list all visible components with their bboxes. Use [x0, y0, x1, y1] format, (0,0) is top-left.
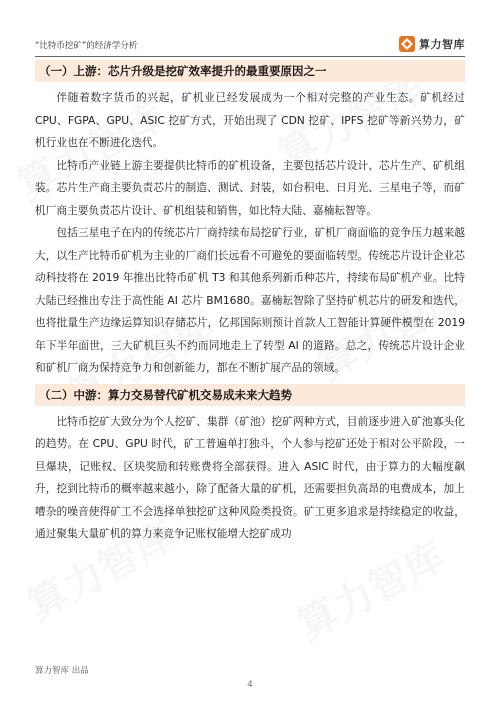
brand-logo	[399, 36, 465, 52]
logo-icon	[399, 36, 415, 52]
header-divider	[35, 56, 465, 57]
page-number: 4	[247, 680, 253, 690]
document-title: “比特币挖矿”的经济学分析	[35, 41, 138, 51]
logo-text: 算力智库	[419, 38, 465, 51]
paragraph: 伴随着数字货币的兴起，矿机业已经发展成为一个相对完整的产业生态。矿机经过 CPU、FGPA、GPU、ASIC 挖矿方式，开始出现了 CDN 挖矿、IPFS 挖矿等新兴势力，矿机行业也在不断进化迭代。	[35, 91, 465, 149]
section-heading: （二）中游：算力交易替代矿机交易成未来大趋势	[35, 384, 465, 406]
section-upstream	[35, 60, 465, 380]
page-header	[35, 35, 465, 55]
paragraph: 比特币挖矿大致分为个人挖矿、集群（矿池）挖矿两种方式，目前逐步进入矿池寡头化的趋势。在 CPU、GPU 时代，矿工普遍单打独斗，个人参与挖矿还处于相对公平阶段，一旦爆块，记账权、区块奖励和转账费将全部获得。进入 ASIC 时代，由于算力的大幅度飙升，挖到比特币的概率越来越小，除了配备大量的矿机，还需要担负高昂的电费成本，加上嘈杂的噪音使得矿工不会选择单独挖矿这种风险类投资。矿工更多追求是持续稳定的收益，通过聚集大量矿机的算力来竞争记账权能增大挖矿成功	[35, 414, 465, 540]
paragraph: 比特币产业链上游主要提供比特币的矿机设备，主要包括芯片设计、芯片生产、矿机组装。芯片生产商主要负责芯片的制造、测试、封装，如台积电、日月光、三星电子等，而矿机厂商主要负责芯片设计、矿机组装和销售，如比特大陆、嘉楠耘智等。	[35, 158, 465, 217]
paragraph: 包括三星电子在内的传统芯片厂商持续布局挖矿行业，矿机厂商面临的竞争压力越来越大，以生产比特币矿机为主业的厂商们长远看不可避免的要面临转型。传统芯片设计企业芯动科技将在 2019 年推出比特币矿机 T3 和其他系列新币种芯片，持续布局矿机产业。比特大陆已经推出专注于高性能 AI 芯片 BM1680。嘉楠耘智除了坚持矿机芯片的研发和迭代，也将批量生产边缘运算知识存储芯片，亿邦国际则预计首款人工智能计算硬件模型在 2019 年下半年面世，三大矿机巨头不约而同地走上了转型 AI 的道路。总之，传统芯片设计企业和矿机厂商为保持竞争力和创新能力，都在不断扩展产品的领域。	[35, 226, 465, 374]
page-content	[35, 60, 465, 546]
section-midstream	[35, 384, 465, 546]
footer-source: 算力智库 出品	[35, 666, 89, 676]
section-heading: （一）上游：芯片升级是挖矿效率提升的最重要原因之一	[35, 60, 465, 82]
